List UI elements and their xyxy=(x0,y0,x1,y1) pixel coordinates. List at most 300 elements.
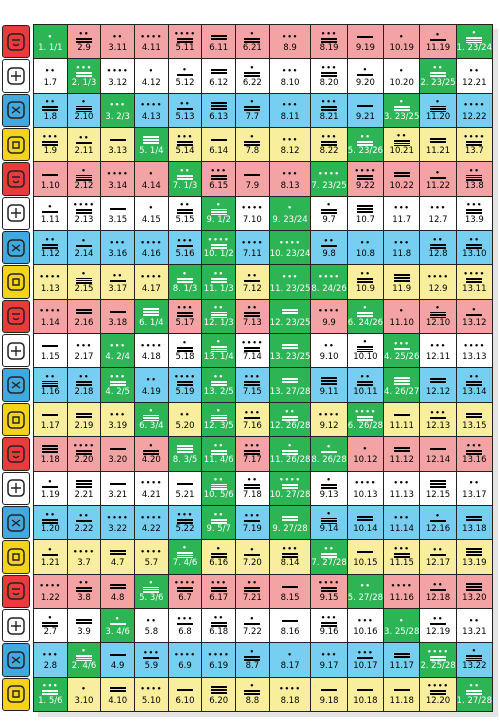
numeral-dots: ••• xyxy=(281,135,299,144)
cell-label: 5.18 xyxy=(175,352,195,363)
numeral-bar xyxy=(321,383,337,385)
numeral-bar xyxy=(76,483,92,485)
maya-numeral-glyph xyxy=(394,442,410,455)
cell-label: 5.7 xyxy=(144,558,159,569)
eb-icon xyxy=(2,403,30,436)
calendar-cell xyxy=(68,575,101,608)
cell-label: 8.16 xyxy=(280,627,300,638)
cell-label: 7.8 xyxy=(245,146,260,157)
numeral-bar xyxy=(466,551,482,553)
ix-icon xyxy=(2,472,30,505)
maya-numeral-glyph xyxy=(211,374,227,387)
cell-label: 9.18 xyxy=(319,695,339,706)
cell-label: 8.7 xyxy=(245,661,260,672)
numeral-dots: • xyxy=(81,237,87,246)
numeral-dots: ••• xyxy=(244,373,261,382)
numeral-dots: •• xyxy=(432,615,444,624)
numeral-dots: ••• xyxy=(320,29,338,38)
numeral-dots: ••• xyxy=(281,101,299,110)
calendar-cell xyxy=(311,506,346,539)
ben-icon xyxy=(2,437,30,470)
calendar-cell xyxy=(420,231,455,264)
numeral-bar xyxy=(177,381,193,383)
cell-label: 10.14 xyxy=(353,524,378,535)
maya-numeral-glyph xyxy=(110,614,126,627)
maya-numeral-glyph xyxy=(177,339,193,352)
maya-numeral-glyph xyxy=(282,168,298,181)
calendar-cell xyxy=(348,300,383,333)
cell-label: 12.10 xyxy=(425,317,451,328)
numeral-bar xyxy=(430,39,446,41)
calendar-cell xyxy=(348,472,383,505)
numeral-dots: •• xyxy=(213,270,225,279)
maya-numeral-glyph xyxy=(360,580,371,593)
calendar-cell xyxy=(169,540,202,573)
cell-label: 12.17 xyxy=(425,558,451,569)
cell-label: 10.10 xyxy=(353,352,378,363)
cell-label: 6.17 xyxy=(209,592,229,603)
calendar-cell xyxy=(202,575,235,608)
numeral-dots: ••• xyxy=(357,616,374,625)
numeral-dots: • xyxy=(148,578,155,587)
calendar-cell xyxy=(202,94,235,127)
calendar-cell xyxy=(270,403,311,436)
numeral-bar xyxy=(430,480,446,482)
maya-numeral-glyph xyxy=(76,580,92,593)
cell-label: 5.16 xyxy=(175,249,195,260)
cell-label: 8.20 xyxy=(319,77,339,88)
numeral-dots: ••• xyxy=(281,273,299,282)
maya-numeral-glyph xyxy=(466,202,482,215)
maya-numeral-glyph xyxy=(241,202,263,215)
numeral-bar xyxy=(211,450,227,452)
cell-label: 3. 25/28 xyxy=(384,627,420,638)
calendar-cell xyxy=(457,506,492,539)
maya-numeral-glyph xyxy=(140,477,162,490)
maya-numeral-glyph xyxy=(143,133,159,146)
calendar-cell xyxy=(34,437,67,470)
calendar-cell xyxy=(384,403,419,436)
numeral-bar xyxy=(244,417,260,419)
numeral-bar xyxy=(177,587,193,589)
numeral-dots: ••• xyxy=(176,237,194,246)
maya-numeral-glyph xyxy=(357,30,373,43)
maya-numeral-glyph xyxy=(149,202,154,215)
numeral-bar xyxy=(321,622,337,624)
numeral-dots: •••• xyxy=(140,32,163,41)
maya-numeral-glyph xyxy=(282,271,298,284)
numeral-dots: • xyxy=(249,64,256,73)
calendar-cell xyxy=(34,643,67,676)
maya-numeral-glyph xyxy=(466,442,482,455)
numeral-dots: • xyxy=(47,477,54,486)
numeral-dots: •••• xyxy=(140,341,163,350)
calendar-cell xyxy=(236,506,269,539)
numeral-bar xyxy=(430,72,446,74)
numeral-dots: • xyxy=(249,98,256,107)
numeral-bar xyxy=(430,177,446,179)
cell-label: 1.20 xyxy=(40,524,60,535)
maya-numeral-glyph xyxy=(430,339,446,352)
numeral-bar xyxy=(282,553,298,555)
calendar-cell xyxy=(135,231,168,264)
calendar-cell xyxy=(135,643,168,676)
cell-label: 9. 1/2 xyxy=(206,214,231,225)
numeral-dots: •••• xyxy=(207,650,230,659)
cell-label: 12.20 xyxy=(425,695,451,706)
calendar-cell xyxy=(135,197,168,230)
maya-numeral-glyph xyxy=(107,511,129,524)
numeral-bar xyxy=(357,211,373,213)
cell-label: 9.7 xyxy=(322,214,336,225)
cell-label: 13.22 xyxy=(462,661,487,672)
maya-numeral-glyph xyxy=(357,683,373,696)
cell-label: 3.9 xyxy=(77,627,91,638)
numeral-bar xyxy=(430,520,446,522)
cell-label: 5.10 xyxy=(141,695,161,706)
cell-label: 11.16 xyxy=(389,592,414,603)
cell-label: 12.14 xyxy=(425,455,451,466)
calendar-cell xyxy=(236,472,269,505)
maya-numeral-glyph xyxy=(39,580,61,593)
calendar-cell xyxy=(348,643,383,676)
numeral-bar xyxy=(430,244,446,246)
cell-label: 3.13 xyxy=(108,146,128,157)
calendar-cell xyxy=(236,643,269,676)
numeral-bar xyxy=(466,655,482,656)
ik-icon xyxy=(2,59,30,92)
numeral-dots: • xyxy=(362,338,369,347)
cell-label: 10.8 xyxy=(355,249,375,260)
cell-label: 10.12 xyxy=(353,455,378,466)
numeral-dots: •• xyxy=(213,441,225,450)
maya-numeral-glyph xyxy=(463,99,485,112)
numeral-dots: •••• xyxy=(140,513,163,522)
calendar-cell xyxy=(348,59,383,92)
calendar-cell xyxy=(135,506,168,539)
numeral-dots: ••• xyxy=(176,615,194,624)
cell-label: 2.16 xyxy=(74,317,94,328)
numeral-dots: •• xyxy=(359,270,371,279)
calendar-cell xyxy=(348,128,383,161)
calendar-cell xyxy=(348,437,383,470)
cell-label: 5.13 xyxy=(175,111,195,122)
cell-label: 11.12 xyxy=(389,455,414,466)
maya-numeral-glyph xyxy=(140,545,162,558)
maya-numeral-glyph xyxy=(174,374,196,387)
maya-numeral-glyph xyxy=(399,30,404,43)
maya-numeral-glyph xyxy=(466,545,482,558)
cell-label: 12.9 xyxy=(428,283,448,294)
cell-label: 2.11 xyxy=(74,146,94,157)
maya-numeral-glyph xyxy=(430,133,446,146)
cell-label: 7.19 xyxy=(242,524,262,535)
maya-numeral-glyph xyxy=(399,305,404,318)
calendar-cell xyxy=(311,368,346,401)
calendar-cell xyxy=(236,334,269,367)
maya-numeral-glyph xyxy=(321,65,337,78)
maya-numeral-glyph xyxy=(109,236,125,249)
numeral-dots: •••• xyxy=(318,410,341,419)
numeral-bar xyxy=(430,589,446,591)
numeral-bar xyxy=(177,483,193,485)
cell-label: 12. 26/28 xyxy=(269,421,311,432)
calendar-cell xyxy=(384,368,419,401)
cell-label: 3.12 xyxy=(108,77,128,88)
maya-numeral-glyph xyxy=(143,580,159,593)
cell-label: 2.21 xyxy=(74,489,94,500)
calendar-cell xyxy=(270,575,311,608)
numeral-dots: •• xyxy=(179,167,191,176)
maya-numeral-glyph xyxy=(321,683,337,696)
numeral-bar xyxy=(76,587,92,589)
numeral-dots: •• xyxy=(145,616,157,625)
cell-label: 1.22 xyxy=(40,592,60,603)
cell-label: 2.13 xyxy=(74,214,94,225)
numeral-bar xyxy=(110,550,126,552)
cell-label: 4. 2/4 xyxy=(105,352,130,363)
calendar-cell xyxy=(68,231,101,264)
numeral-bar xyxy=(430,378,446,380)
kawak-icon xyxy=(2,643,30,676)
cell-label: 4.18 xyxy=(141,352,161,363)
maya-numeral-glyph xyxy=(76,614,92,627)
calendar-cell xyxy=(101,643,134,676)
calendar-cell xyxy=(384,25,419,58)
calendar-cell xyxy=(135,162,168,195)
numeral-bar xyxy=(430,141,446,143)
numeral-dots: •••• xyxy=(106,67,129,76)
calendar-cell xyxy=(101,231,134,264)
numeral-dots: • xyxy=(398,616,405,625)
numeral-dots: ••• xyxy=(109,373,126,382)
numeral-bar xyxy=(466,658,482,659)
calendar-cell xyxy=(270,300,311,333)
cell-label: 4. 26/27 xyxy=(384,386,420,397)
numeral-bar xyxy=(430,417,446,419)
maya-numeral-glyph xyxy=(318,168,340,181)
cell-label: 4.21 xyxy=(141,489,161,500)
numeral-bar xyxy=(76,658,92,659)
cell-label: 9.9 xyxy=(322,317,336,328)
numeral-dots: •••• xyxy=(106,513,129,522)
cell-label: 6.16 xyxy=(209,558,229,569)
numeral-dots: •••• xyxy=(106,170,129,179)
numeral-dots: • xyxy=(81,97,87,106)
numeral-dots: • xyxy=(326,510,332,519)
calendar-cell xyxy=(311,265,346,298)
numeral-bar xyxy=(110,483,126,485)
maya-numeral-glyph xyxy=(42,133,58,146)
maya-numeral-glyph xyxy=(430,408,446,421)
maya-numeral-glyph xyxy=(211,271,227,284)
maya-numeral-glyph xyxy=(140,683,162,696)
numeral-bar xyxy=(466,177,482,178)
numeral-bar xyxy=(143,587,159,588)
calendar-cell xyxy=(384,575,419,608)
maya-numeral-glyph xyxy=(210,168,226,181)
numeral-bar xyxy=(430,138,446,140)
cell-label: 10.19 xyxy=(389,43,414,54)
maya-numeral-glyph xyxy=(211,408,227,421)
numeral-bar xyxy=(357,551,373,553)
maya-numeral-glyph xyxy=(321,236,337,249)
numeral-bar xyxy=(42,690,58,692)
numeral-bar xyxy=(394,553,410,555)
maya-numeral-glyph xyxy=(321,133,337,146)
maya-numeral-glyph xyxy=(282,442,298,455)
numeral-bar xyxy=(244,141,260,143)
calendar-cell xyxy=(270,437,311,470)
maya-numeral-glyph xyxy=(354,477,376,490)
numeral-dots: •••• xyxy=(140,238,163,247)
numeral-dots: ••• xyxy=(466,441,483,450)
cell-label: 6.20 xyxy=(209,695,229,706)
cell-label: 13.14 xyxy=(462,386,487,397)
calendar-cell xyxy=(348,265,383,298)
cell-label: 3.19 xyxy=(108,421,128,432)
maya-numeral-glyph xyxy=(244,477,260,490)
cell-label: 3.10 xyxy=(74,695,94,706)
cell-label: 9.10 xyxy=(319,352,339,363)
calendar-cell xyxy=(311,437,346,470)
numeral-bar xyxy=(466,586,482,588)
grid-frame xyxy=(33,24,493,712)
numeral-bar xyxy=(430,623,446,625)
calendar-cell xyxy=(101,368,134,401)
numeral-bar xyxy=(143,657,159,659)
cell-label: 7.10 xyxy=(242,214,262,225)
calendar-cell xyxy=(101,437,134,470)
calendar-cell xyxy=(270,265,311,298)
numeral-bar xyxy=(211,381,227,383)
numeral-dots: • xyxy=(362,444,369,453)
cell-label: 12.18 xyxy=(425,592,451,603)
numeral-dots: •• xyxy=(468,235,480,244)
numeral-bar xyxy=(76,413,92,415)
maya-numeral-glyph xyxy=(110,683,126,696)
maya-numeral-glyph xyxy=(466,511,482,524)
numeral-bar xyxy=(42,519,58,521)
numeral-dots: • xyxy=(326,201,332,210)
numeral-bar xyxy=(211,346,227,347)
calendar-cell xyxy=(34,300,67,333)
numeral-bar xyxy=(244,72,260,74)
calendar-cell xyxy=(202,540,235,573)
calendar-cell xyxy=(236,231,269,264)
maya-numeral-glyph xyxy=(430,236,446,249)
calendar-cell xyxy=(348,231,383,264)
maya-numeral-glyph xyxy=(399,65,404,78)
cell-label: 12. 23/25 xyxy=(269,317,311,328)
numeral-bar xyxy=(466,278,482,280)
calendar-cell xyxy=(420,128,455,161)
numeral-bar xyxy=(244,656,260,658)
calendar-cell xyxy=(420,506,455,539)
numeral-dots: • xyxy=(81,166,87,175)
numeral-dots: •• xyxy=(359,132,371,141)
calendar-cell xyxy=(202,506,235,539)
maya-numeral-glyph xyxy=(466,305,482,318)
numeral-dots: • xyxy=(287,204,293,213)
numeral-bar xyxy=(177,278,193,280)
calendar-cell xyxy=(311,197,346,230)
cell-label: 6. 24/26 xyxy=(347,317,384,328)
calendar-cell xyxy=(236,609,269,642)
numeral-bar xyxy=(110,139,126,141)
numeral-bar xyxy=(394,450,410,452)
maya-numeral-glyph xyxy=(109,408,125,421)
numeral-bar xyxy=(466,381,482,383)
cell-label: 11.13 xyxy=(389,489,414,500)
calendar-cell xyxy=(236,94,269,127)
calendar-cell xyxy=(68,162,101,195)
numeral-bar xyxy=(321,587,337,589)
numeral-bar xyxy=(211,553,227,555)
numeral-bar xyxy=(430,656,446,658)
calendar-cell xyxy=(202,265,235,298)
maya-numeral-glyph xyxy=(211,202,227,215)
numeral-bar xyxy=(177,175,193,177)
numeral-bar xyxy=(76,520,92,522)
numeral-bar xyxy=(394,414,410,416)
calendar-cell xyxy=(202,59,235,92)
numeral-dots: ••• xyxy=(109,341,126,350)
numeral-bar xyxy=(466,450,482,452)
numeral-dots: ••• xyxy=(176,510,194,519)
numeral-dots: •••• xyxy=(463,101,486,110)
calendar-cell xyxy=(457,197,492,230)
cell-label: 11.17 xyxy=(389,661,414,672)
cell-label: 5.17 xyxy=(175,317,195,328)
calendar-cell xyxy=(202,403,235,436)
cell-label: 13. 27/28 xyxy=(269,386,311,397)
calendar-cell xyxy=(420,59,455,92)
calendar-cell xyxy=(169,437,202,470)
calendar-cell xyxy=(457,334,492,367)
maya-numeral-glyph xyxy=(466,408,482,421)
numeral-bar xyxy=(177,552,193,553)
cell-label: 11.14 xyxy=(389,524,414,535)
cell-label: 4.14 xyxy=(141,180,161,191)
cell-label: 10.9 xyxy=(355,283,375,294)
numeral-bar xyxy=(76,175,92,176)
maya-numeral-glyph xyxy=(394,99,410,112)
numeral-bar xyxy=(357,657,373,659)
numeral-dots: •• xyxy=(213,475,225,484)
maya-numeral-glyph xyxy=(42,202,58,215)
numeral-bar xyxy=(76,312,92,314)
cell-label: 3.22 xyxy=(108,524,128,535)
maya-numeral-glyph xyxy=(394,408,410,421)
numeral-bar xyxy=(76,177,92,178)
calendar-cell xyxy=(384,334,419,367)
numeral-bar xyxy=(76,106,92,107)
numeral-dots: •• xyxy=(78,134,90,143)
numeral-dots: •••• xyxy=(174,579,196,588)
numeral-dots: •• xyxy=(359,582,371,591)
cell-label: 4.10 xyxy=(108,695,128,706)
numeral-dots: •• xyxy=(78,579,90,588)
numeral-dots: ••• xyxy=(210,579,227,588)
cell-label: 4. 25/26 xyxy=(384,352,420,363)
cell-label: 7. 27/28 xyxy=(311,558,347,569)
calendar-cell xyxy=(34,231,67,264)
cell-label: 7. 1/3 xyxy=(172,180,198,191)
calendar-cell xyxy=(135,334,168,367)
numeral-bar xyxy=(76,486,92,488)
cell-label: 7.13 xyxy=(242,317,262,328)
